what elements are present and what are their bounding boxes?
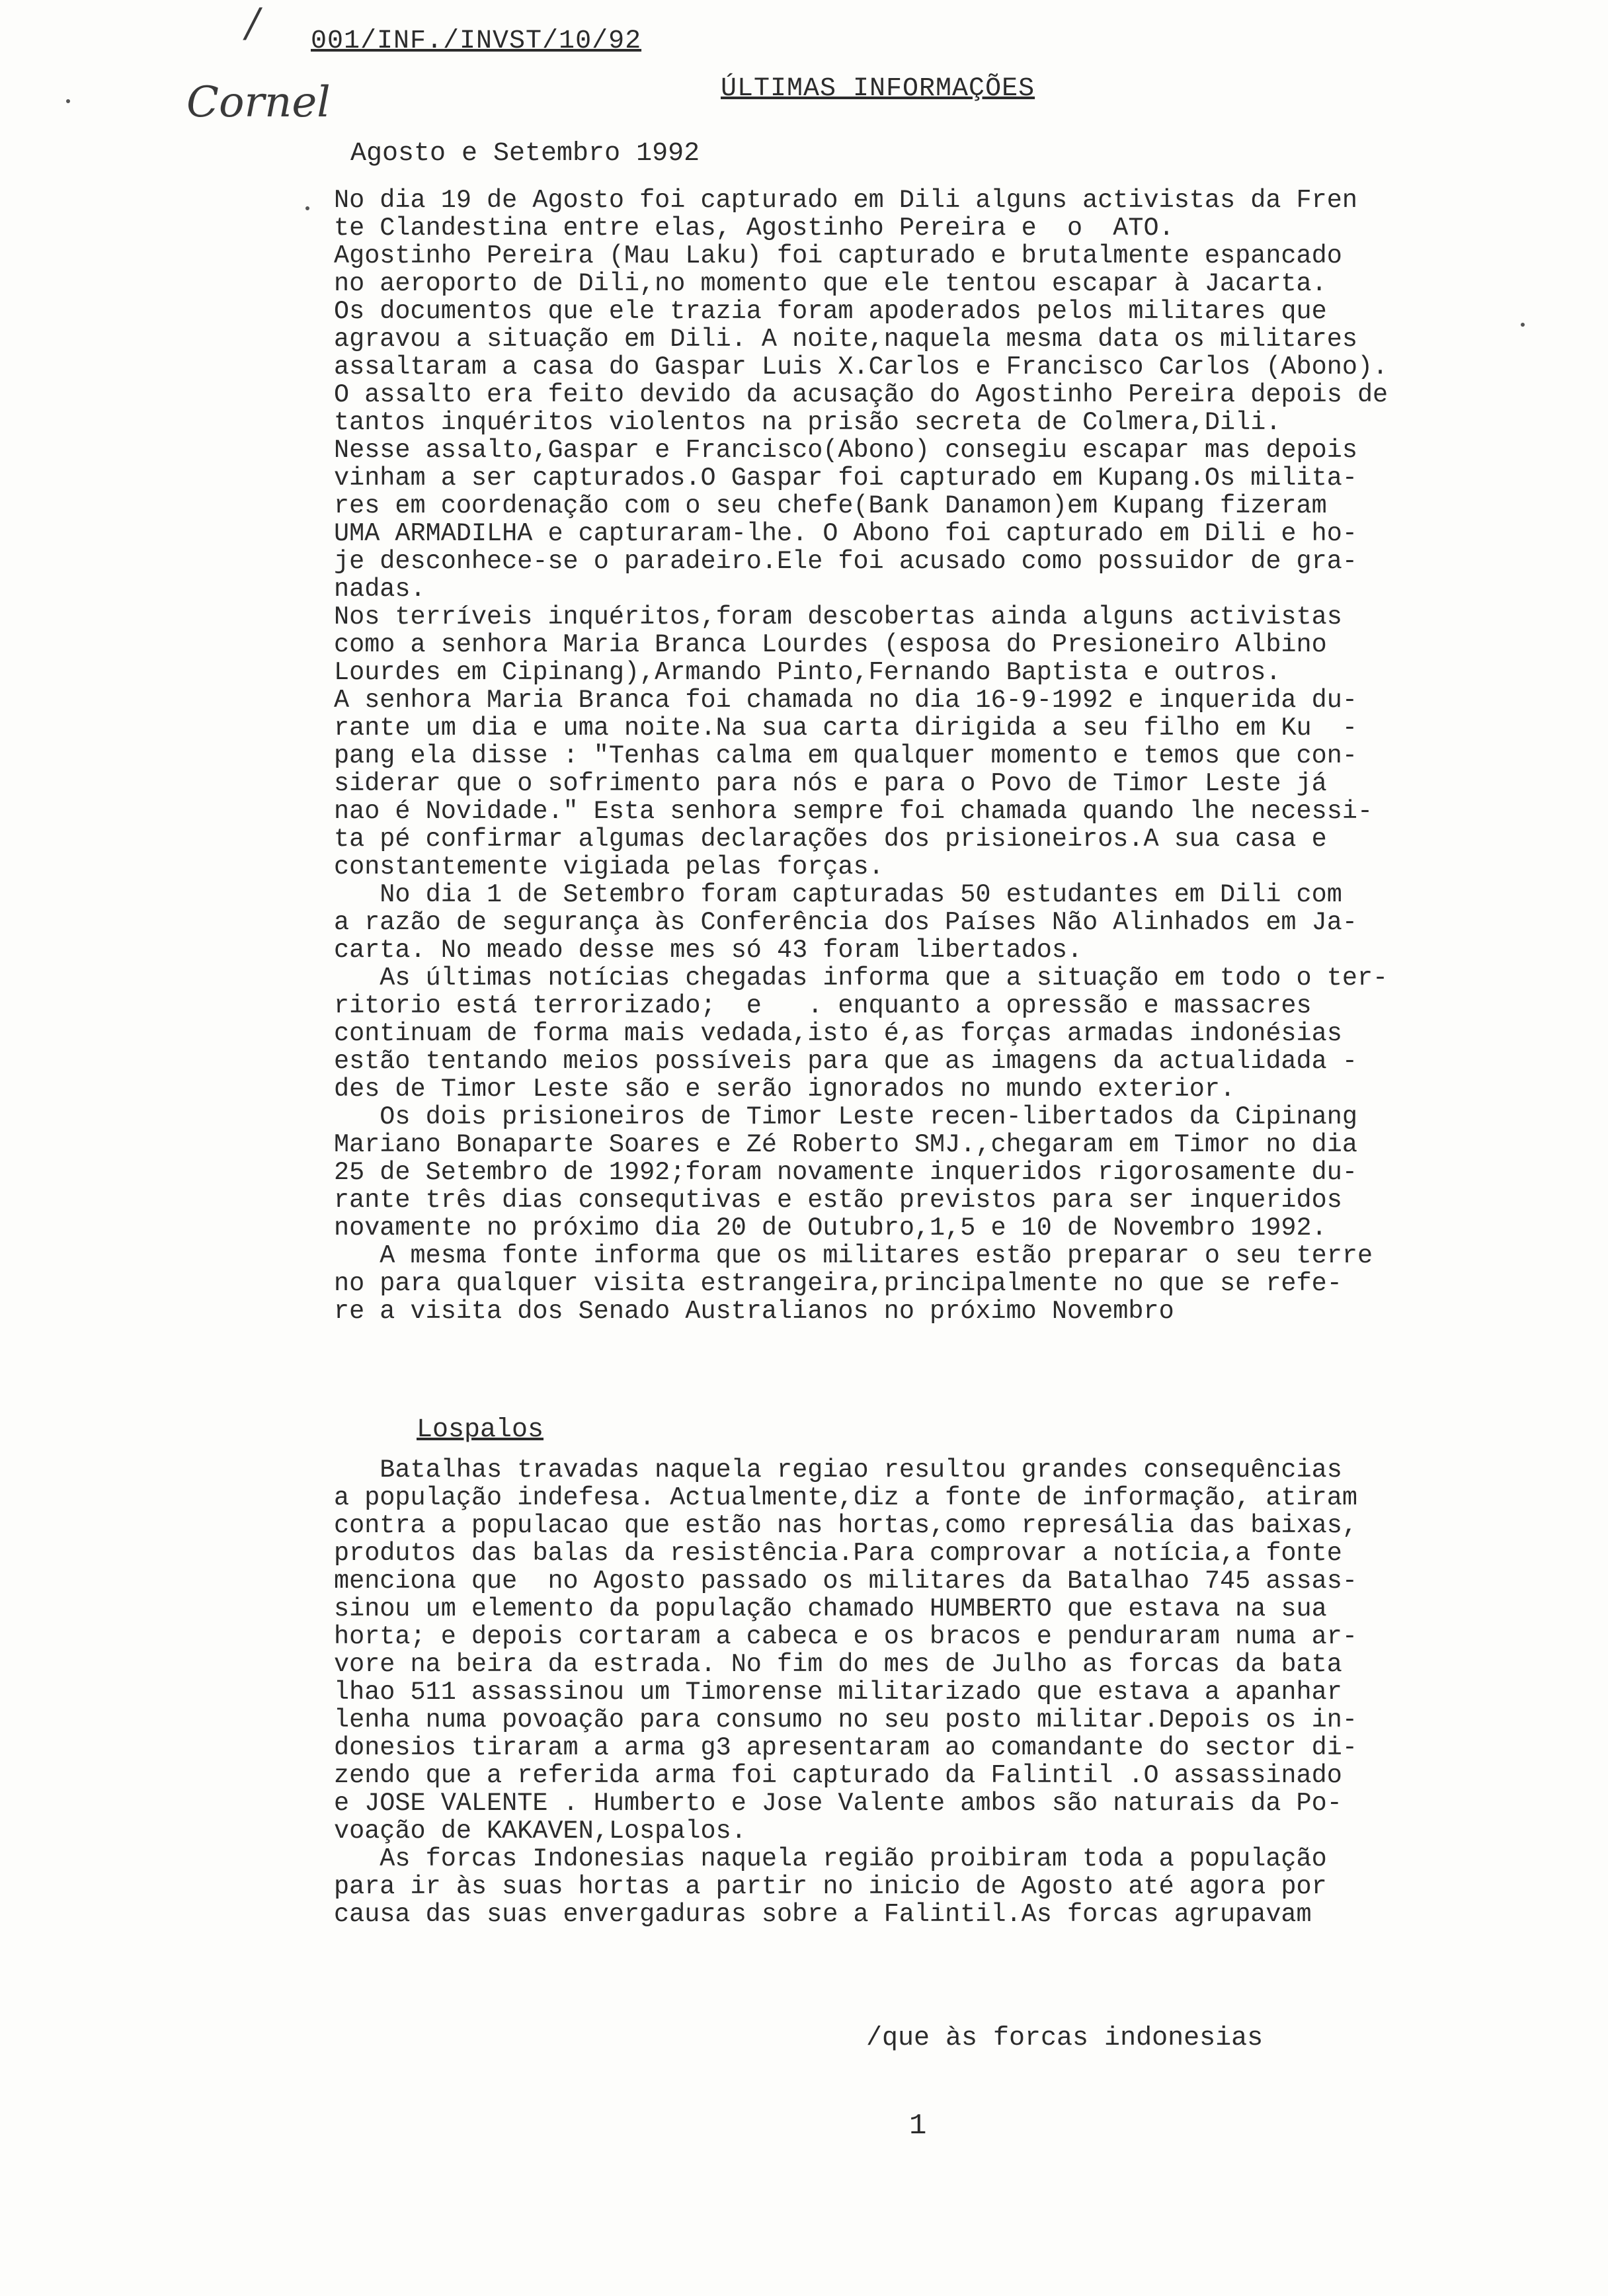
main-body-text [334,186,1564,1325]
date-line: Agosto e Setembro 1992 [350,139,700,169]
text-line: A senhora Maria Branca foi chamada no dia 16-9-1992 e inquerida du- [334,686,1357,715]
text-line: re a visita dos Senado Australianos no próximo Novembro [334,1297,1174,1326]
text-line: vore na beira da estrada. No fim do mes de Julho as forcas da bata [334,1650,1342,1679]
text-line: a população indefesa. Actualmente,diz a fonte de informação, atiram [334,1483,1357,1512]
section-heading: Lospalos [417,1415,544,1445]
text-line: voação de KAKAVEN,Lospalos. [334,1817,746,1846]
text-line: As forcas Indonesias naquela região proibiram toda a população [334,1844,1327,1873]
text-line: produtos das balas da resistência.Para comprovar a notícia,a fonte [334,1539,1342,1568]
text-line: A mesma fonte informa que os militares estão preparar o seu terre [334,1241,1373,1270]
text-line: rante três dias consequtivas e estão previstos para ser inqueridos [334,1186,1342,1215]
text-line: Batalhas travadas naquela regiao resultou grandes consequências [334,1456,1342,1485]
text-line: novamente no próximo dia 20 de Outubro,1,5 e 10 de Novembro 1992. [334,1213,1327,1243]
text-line: no para qualquer visita estrangeira,principalmente no que se refe- [334,1269,1342,1298]
text-line: zendo que a referida arma foi capturado da Falintil .O assassinado [334,1761,1342,1790]
section-body-text [334,1456,1564,1928]
handwritten-mark: / [246,0,260,46]
text-line: ta pé confirmar algumas declarações dos prisioneiros.A sua casa e [334,825,1327,854]
text-line: lhao 511 assassinou um Timorense militarizado que estava a apanhar [334,1678,1342,1707]
text-line: nadas. [334,575,426,604]
text-line: Lourdes em Cipinang),Armando Pinto,Fernando Baptista e outros. [334,658,1281,687]
text-line: contra a populacao que estão nas hortas,como represália das baixas, [334,1511,1357,1540]
text-line: As últimas notícias chegadas informa que a situação em todo o ter- [334,964,1388,993]
document-title: ÚLTIMAS INFORMAÇÕES [721,74,1035,104]
text-line: Os dois prisioneiros de Timor Leste recen-libertados da Cipinang [334,1102,1357,1131]
text-line: UMA ARMADILHA e capturaram-lhe. O Abono foi capturado em Dili e ho- [334,519,1357,548]
text-line: siderar que o sofrimento para nós e para o Povo de Timor Leste já [334,769,1327,798]
text-line: e JOSE VALENTE . Humberto e Jose Valente ambos são naturais da Po- [334,1789,1342,1818]
text-line: tantos inquéritos violentos na prisão secreta de Colmera,Dili. [334,408,1281,437]
text-line: Os documentos que ele trazia foram apoderados pelos militares que [334,297,1327,326]
ink-speck [305,206,309,210]
page-number: 1 [909,2110,927,2143]
text-line: causa das suas envergaduras sobre a Falintil.As forcas agrupavam [334,1900,1312,1929]
text-line: ritorio está terrorizado; e . enquanto a opressão e massacres [334,991,1312,1020]
text-line: pang ela disse : "Tenhas calma em qualquer momento e temos que con- [334,741,1357,770]
text-line: horta; e depois cortaram a cabeca e os bracos e penduraram numa ar- [334,1622,1357,1651]
text-line: para ir às suas hortas a partir no inicio de Agosto até agora por [334,1872,1327,1901]
handwritten-name: Cornel [186,78,331,127]
text-line: Nesse assalto,Gaspar e Francisco(Abono) consegiu escapar mas depois [334,436,1357,465]
text-line: constantemente vigiada pelas forças. [334,852,884,882]
text-line: Agostinho Pereira (Mau Laku) foi capturado e brutalmente espancado [334,241,1342,270]
text-line: 25 de Setembro de 1992;foram novamente inqueridos rigorosamente du- [334,1158,1357,1187]
text-line: No dia 19 de Agosto foi capturado em Dili alguns activistas da Fren [334,186,1357,215]
text-line: agravou a situação em Dili. A noite,naquela mesma data os militares [334,325,1357,354]
text-line: assaltaram a casa do Gaspar Luis X.Carlos e Francisco Carlos (Abono). [334,352,1388,382]
text-line: sinou um elemento da população chamado HUMBERTO que estava na sua [334,1594,1327,1623]
text-line: lenha numa povoação para consumo no seu posto militar.Depois os in- [334,1705,1357,1735]
text-line: continuam de forma mais vedada,isto é,as forças armadas indonésias [334,1019,1342,1048]
text-line: estão tentando meios possíveis para que as imagens da actualidada - [334,1047,1357,1076]
text-line: res em coordenação com o seu chefe(Bank Danamon)em Kupang fizeram [334,491,1327,520]
text-line: donesios tiraram a arma g3 apresentaram ao comandante do sector di- [334,1733,1357,1762]
text-line: te Clandestina entre elas, Agostinho Pereira e o ATO. [334,214,1174,243]
document-reference: 001/INF./INVST/10/92 [311,26,642,56]
ink-speck [1521,323,1525,327]
text-line: Mariano Bonaparte Soares e Zé Roberto SMJ.,chegaram em Timor no dia [334,1130,1357,1159]
text-line: a razão de segurança às Conferência dos Países Não Alinhados em Ja- [334,908,1357,937]
text-line: nao é Novidade." Esta senhora sempre foi chamada quando lhe necessi- [334,797,1373,826]
text-line: como a senhora Maria Branca Lourdes (esposa do Presioneiro Albino [334,630,1327,659]
footer-note: /que às forcas indonesias [866,2024,1264,2053]
text-line: menciona que no Agosto passado os militares da Batalhao 745 assas- [334,1567,1357,1596]
text-line: rante um dia e uma noite.Na sua carta dirigida a seu filho em Ku - [334,714,1357,743]
text-line: No dia 1 de Setembro foram capturadas 50 estudantes em Dili com [334,880,1342,909]
text-line: carta. No meado desse mes só 43 foram libertados. [334,936,1083,965]
text-line: je desconhece-se o paradeiro.Ele foi acusado como possuidor de gra- [334,547,1357,576]
text-line: no aeroporto de Dili,no momento que ele tentou escapar à Jacarta. [334,269,1327,298]
ink-speck [66,99,70,103]
text-line: des de Timor Leste são e serão ignorados no mundo exterior. [334,1075,1236,1104]
text-line: O assalto era feito devido da acusação do Agostinho Pereira depois de [334,380,1388,409]
text-line: Nos terríveis inquéritos,foram descobertas ainda alguns activistas [334,602,1342,632]
text-line: vinham a ser capturados.O Gaspar foi capturado em Kupang.Os milita- [334,464,1357,493]
